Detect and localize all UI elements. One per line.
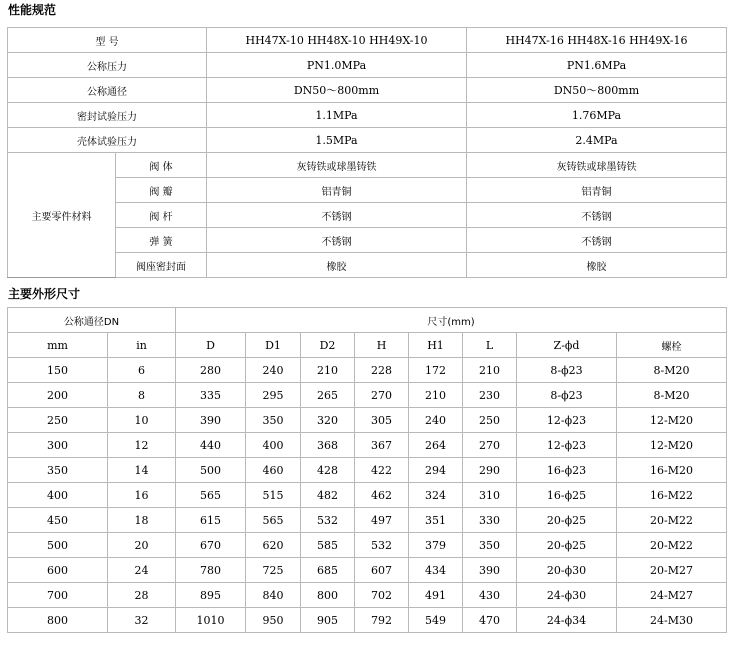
- dims-cell: 905: [301, 608, 355, 633]
- dims-cell: 500: [176, 458, 246, 483]
- dims-cell: 240: [246, 358, 301, 383]
- model-col1: HH47X-10 HH48X-10 HH49X-10: [207, 28, 467, 53]
- dims-cell: 390: [463, 558, 517, 583]
- table-row: [8, 458, 727, 483]
- dims-cell: 702: [355, 583, 409, 608]
- table-row: [8, 358, 727, 383]
- material-value: 灰铸铁或球墨铸铁: [467, 153, 727, 178]
- dims-cell: 20-ϕ25: [517, 533, 617, 558]
- table-row: [8, 508, 727, 533]
- dims-cell: 725: [246, 558, 301, 583]
- dims-cell: 670: [176, 533, 246, 558]
- dims-cell: 12-ϕ23: [517, 433, 617, 458]
- material-value: 橡胶: [207, 253, 467, 278]
- dims-cell: 24: [108, 558, 176, 583]
- dims-cell: 172: [409, 358, 463, 383]
- table-row: [8, 408, 727, 433]
- dims-cell: 351: [409, 508, 463, 533]
- dims-cell: 270: [463, 433, 517, 458]
- dims-cell: 210: [301, 358, 355, 383]
- spec-label: 公称通径: [8, 78, 207, 103]
- dims-cell: 532: [355, 533, 409, 558]
- spec-value: 1.76MPa: [467, 103, 727, 128]
- dims-cell: 228: [355, 358, 409, 383]
- material-part: 弹 簧: [116, 228, 207, 253]
- dims-cell: 367: [355, 433, 409, 458]
- dims-cell: 8-ϕ23: [517, 383, 617, 408]
- dims-cell: 800: [301, 583, 355, 608]
- spec-value: 1.1MPa: [207, 103, 467, 128]
- dims-cell: 500: [8, 533, 108, 558]
- dims-cell: 270: [355, 383, 409, 408]
- section-title-dimensions: 主要外形尺寸: [8, 287, 81, 301]
- dims-cell: 12: [108, 433, 176, 458]
- spec-label: 公称压力: [8, 53, 207, 78]
- dims-cell: 585: [301, 533, 355, 558]
- table-row: [8, 383, 727, 408]
- dims-cell: 335: [176, 383, 246, 408]
- dims-cell: 497: [355, 508, 409, 533]
- dims-subheader-row: [8, 333, 727, 358]
- dims-cell: 12-ϕ23: [517, 408, 617, 433]
- dims-cell: 16-ϕ23: [517, 458, 617, 483]
- performance-spec-table: [7, 27, 727, 278]
- dims-cell: 16: [108, 483, 176, 508]
- dims-cell: 368: [301, 433, 355, 458]
- dims-cell: 350: [463, 533, 517, 558]
- dims-subheader-cell: 螺栓: [617, 333, 727, 358]
- spec-row: [8, 103, 727, 128]
- materials-label: 主要零件材料: [8, 153, 116, 278]
- dims-subheader-cell: H1: [409, 333, 463, 358]
- dims-cell: 250: [8, 408, 108, 433]
- dims-cell: 532: [301, 508, 355, 533]
- dims-cell: 565: [176, 483, 246, 508]
- dims-cell: 24-ϕ34: [517, 608, 617, 633]
- dims-cell: 400: [8, 483, 108, 508]
- dims-cell: 390: [176, 408, 246, 433]
- dims-cell: 20-M27: [617, 558, 727, 583]
- dims-cell: 20: [108, 533, 176, 558]
- spec-row: [8, 78, 727, 103]
- dims-cell: 440: [176, 433, 246, 458]
- dims-cell: 280: [176, 358, 246, 383]
- dims-cell: 310: [463, 483, 517, 508]
- dims-cell: 16-M20: [617, 458, 727, 483]
- dims-cell: 491: [409, 583, 463, 608]
- material-row: [8, 253, 727, 278]
- dims-cell: 14: [108, 458, 176, 483]
- dims-cell: 840: [246, 583, 301, 608]
- dims-cell: 780: [176, 558, 246, 583]
- dims-cell: 607: [355, 558, 409, 583]
- dims-cell: 482: [301, 483, 355, 508]
- dims-subheader-cell: mm: [8, 333, 108, 358]
- dims-cell: 290: [463, 458, 517, 483]
- dims-cell: 210: [409, 383, 463, 408]
- dims-cell: 294: [409, 458, 463, 483]
- dims-cell: 8-M20: [617, 358, 727, 383]
- dims-cell: 18: [108, 508, 176, 533]
- dims-cell: 430: [463, 583, 517, 608]
- dims-subheader-cell: in: [108, 333, 176, 358]
- dims-cell: 320: [301, 408, 355, 433]
- material-value: 不锈钢: [207, 228, 467, 253]
- dims-cell: 295: [246, 383, 301, 408]
- material-value: 不锈钢: [207, 203, 467, 228]
- dims-cell: 20-M22: [617, 533, 727, 558]
- dims-cell: 8: [108, 383, 176, 408]
- dims-cell: 565: [246, 508, 301, 533]
- dims-cell: 210: [463, 358, 517, 383]
- spec-value: PN1.0MPa: [207, 53, 467, 78]
- dims-cell: 10: [108, 408, 176, 433]
- dims-cell: 16-M22: [617, 483, 727, 508]
- dims-cell: 264: [409, 433, 463, 458]
- table-row: [8, 583, 727, 608]
- dims-cell: 32: [108, 608, 176, 633]
- dims-cell: 6: [108, 358, 176, 383]
- dims-cell: 305: [355, 408, 409, 433]
- spec-header-row: [8, 28, 727, 53]
- dims-cell: 8-ϕ23: [517, 358, 617, 383]
- dims-cell: 950: [246, 608, 301, 633]
- dims-cell: 24-M27: [617, 583, 727, 608]
- dims-cell: 8-M20: [617, 383, 727, 408]
- dims-cell: 16-ϕ25: [517, 483, 617, 508]
- spec-value: 1.5MPa: [207, 128, 467, 153]
- material-value: 不锈钢: [467, 228, 727, 253]
- material-value: 不锈钢: [467, 203, 727, 228]
- table-row: [8, 433, 727, 458]
- dims-cell: 895: [176, 583, 246, 608]
- table-row: [8, 483, 727, 508]
- dims-cell: 620: [246, 533, 301, 558]
- material-row: [8, 228, 727, 253]
- dims-cell: 350: [246, 408, 301, 433]
- material-value: 铝青铜: [207, 178, 467, 203]
- dn-label: 公称通径DN: [8, 308, 176, 333]
- dims-cell: 150: [8, 358, 108, 383]
- dims-subheader-cell: D2: [301, 333, 355, 358]
- dims-cell: 24-ϕ30: [517, 583, 617, 608]
- spec-value: DN50～800mm: [207, 78, 467, 103]
- dims-cell: 549: [409, 608, 463, 633]
- section-title-performance: 性能规范: [8, 3, 57, 17]
- size-label: 尺寸(mm): [176, 308, 727, 333]
- spec-value: PN1.6MPa: [467, 53, 727, 78]
- dims-cell: 250: [463, 408, 517, 433]
- dims-cell: 800: [8, 608, 108, 633]
- material-row: [8, 203, 727, 228]
- dims-cell: 434: [409, 558, 463, 583]
- dims-cell: 12-M20: [617, 408, 727, 433]
- dims-cell: 615: [176, 508, 246, 533]
- table-row: [8, 533, 727, 558]
- dims-cell: 20-M22: [617, 508, 727, 533]
- spec-value: 2.4MPa: [467, 128, 727, 153]
- dims-cell: 400: [246, 433, 301, 458]
- dims-cell: 24-M30: [617, 608, 727, 633]
- material-part: 阀座密封面: [116, 253, 207, 278]
- model-col2: HH47X-16 HH48X-16 HH49X-16: [467, 28, 727, 53]
- material-part: 阀 体: [116, 153, 207, 178]
- dims-cell: 700: [8, 583, 108, 608]
- material-row: [8, 178, 727, 203]
- material-part: 阀 杆: [116, 203, 207, 228]
- dims-cell: 265: [301, 383, 355, 408]
- dims-subheader-cell: L: [463, 333, 517, 358]
- material-value: 灰铸铁或球墨铸铁: [207, 153, 467, 178]
- material-value: 橡胶: [467, 253, 727, 278]
- dims-cell: 350: [8, 458, 108, 483]
- dims-cell: 12-M20: [617, 433, 727, 458]
- dims-cell: 379: [409, 533, 463, 558]
- material-row: [8, 153, 727, 178]
- dims-cell: 20-ϕ30: [517, 558, 617, 583]
- spec-row: [8, 53, 727, 78]
- dims-cell: 324: [409, 483, 463, 508]
- dims-cell: 685: [301, 558, 355, 583]
- dims-cell: 230: [463, 383, 517, 408]
- dims-cell: 462: [355, 483, 409, 508]
- dims-cell: 1010: [176, 608, 246, 633]
- dims-cell: 422: [355, 458, 409, 483]
- dims-cell: 460: [246, 458, 301, 483]
- material-value: 铝青铜: [467, 178, 727, 203]
- dims-cell: 200: [8, 383, 108, 408]
- dims-cell: 515: [246, 483, 301, 508]
- dims-cell: 600: [8, 558, 108, 583]
- dims-subheader-cell: H: [355, 333, 409, 358]
- spec-label: 密封试验压力: [8, 103, 207, 128]
- dims-group-header-row: [8, 308, 727, 333]
- dims-cell: 792: [355, 608, 409, 633]
- dims-cell: 20-ϕ25: [517, 508, 617, 533]
- dims-subheader-cell: Z-ϕd: [517, 333, 617, 358]
- dims-cell: 300: [8, 433, 108, 458]
- spec-row: [8, 128, 727, 153]
- table-row: [8, 608, 727, 633]
- dims-cell: 240: [409, 408, 463, 433]
- table-row: [8, 558, 727, 583]
- dims-subheader-cell: D1: [246, 333, 301, 358]
- model-label: 型 号: [8, 28, 207, 53]
- dims-cell: 450: [8, 508, 108, 533]
- dims-cell: 428: [301, 458, 355, 483]
- spec-value: DN50～800mm: [467, 78, 727, 103]
- dims-cell: 28: [108, 583, 176, 608]
- material-part: 阀 瓣: [116, 178, 207, 203]
- dims-cell: 330: [463, 508, 517, 533]
- dims-cell: 470: [463, 608, 517, 633]
- spec-label: 壳体试验压力: [8, 128, 207, 153]
- dims-subheader-cell: D: [176, 333, 246, 358]
- dimensions-table: [7, 307, 727, 633]
